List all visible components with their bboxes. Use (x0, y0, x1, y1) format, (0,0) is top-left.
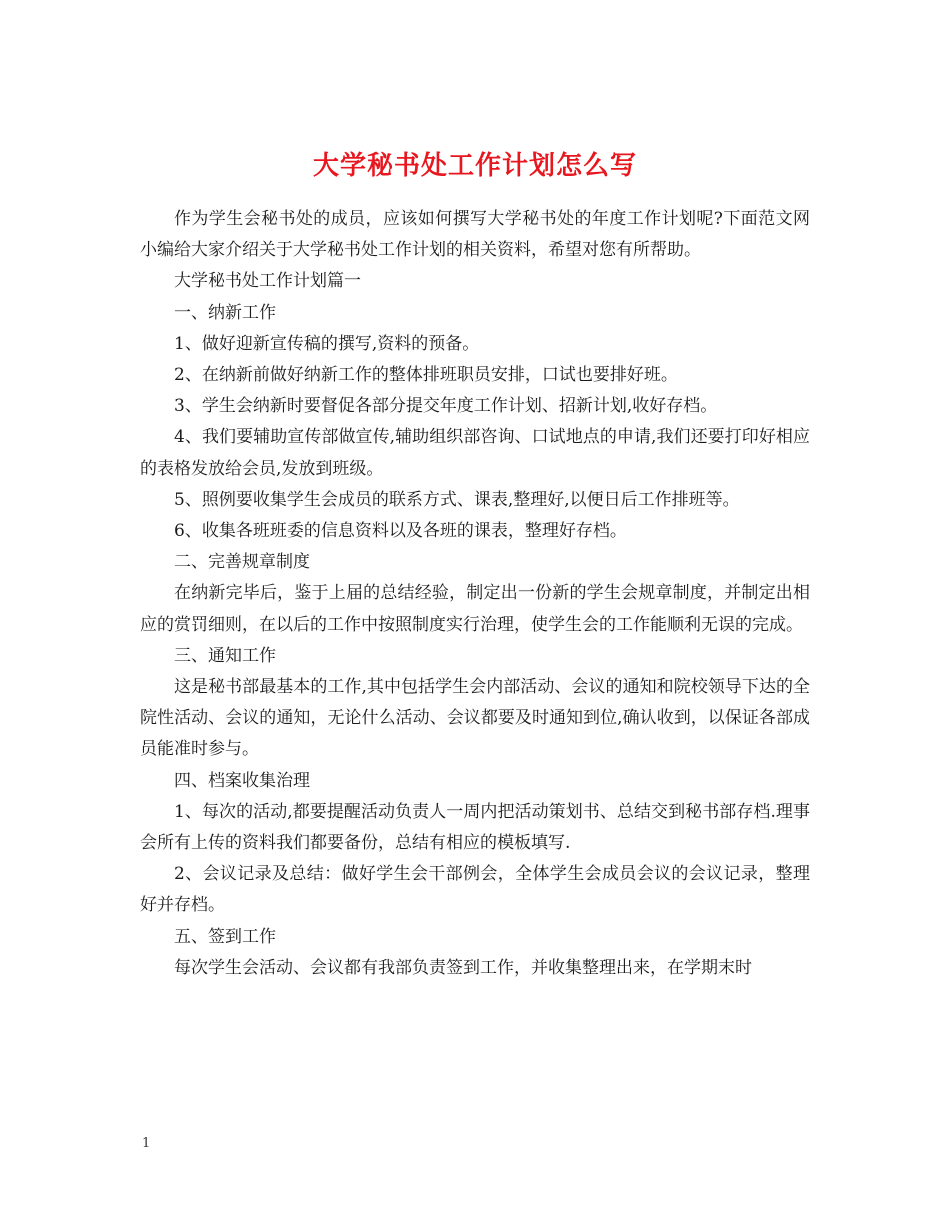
paragraph: 在纳新完毕后，鉴于上届的总结经验，制定出一份新的学生会规章制度，并制定出相应的赏罚细则，在以后的工作中按照制度实行治理，使学生会的工作能顺利无误的完成。 (140, 583, 810, 635)
paragraph: 这是秘书部最基本的工作,其中包括学生会内部活动、会议的通知和院校领导下达的全院性活动、会议的通知，无论什么活动、会议都要及时通知到位,确认收到，以保证各部成员能准时参与。 (140, 677, 810, 760)
list-item: 3、学生会纳新时要督促各部分提交年度工作计划、招新计划,收好存档。 (174, 396, 718, 417)
document-body (140, 204, 810, 984)
section-heading: 二、完善规章制度 (174, 552, 310, 573)
paragraph: 大学秘书处工作计划篇一 (174, 271, 361, 292)
section-heading: 一、纳新工作 (174, 302, 276, 323)
list-item: 2、在纳新前做好纳新工作的整体排班职员安排，口试也要排好班。 (174, 365, 678, 386)
section-heading: 五、签到工作 (174, 926, 276, 947)
list-item: 2、会议记录及总结：做好学生会干部例会，全体学生会成员会议的会议记录，整理好并存档。 (140, 864, 810, 916)
page-number: 1 (142, 1136, 151, 1151)
paragraph: 作为学生会秘书处的成员，应该如何撰写大学秘书处的年度工作计划呢?下面范文网小编给大家介绍关于大学秘书处工作计划的相关资料，希望对您有所帮助。 (140, 209, 810, 261)
list-item: 5、照例要收集学生会成员的联系方式、课表,整理好,以便日后工作排班等。 (174, 489, 740, 510)
document-title: 大学秘书处工作计划怎么写 (312, 151, 637, 182)
section-heading: 四、档案收集治理 (174, 770, 310, 791)
list-item: 1、每次的活动,都要提醒活动负责人一周内把活动策划书、总结交到秘书部存档.理事会所有上传的资料我们都要备份，总结有相应的模板填写. (140, 801, 810, 854)
list-item: 6、收集各班班委的信息资料以及各班的课表，整理好存档。 (174, 521, 627, 542)
paragraph: 每次学生会活动、会议都有我部负责签到工作，并收集整理出来，在学期末时 (174, 957, 752, 978)
list-item: 4、我们要辅助宣传部做宣传,辅助组织部咨询、口试地点的申请,我们还要打印好相应的表格发放给会员,发放到班级。 (140, 427, 810, 479)
section-heading: 三、通知工作 (174, 645, 276, 666)
list-item: 1、做好迎新宣传稿的撰写,资料的预备。 (174, 333, 480, 354)
